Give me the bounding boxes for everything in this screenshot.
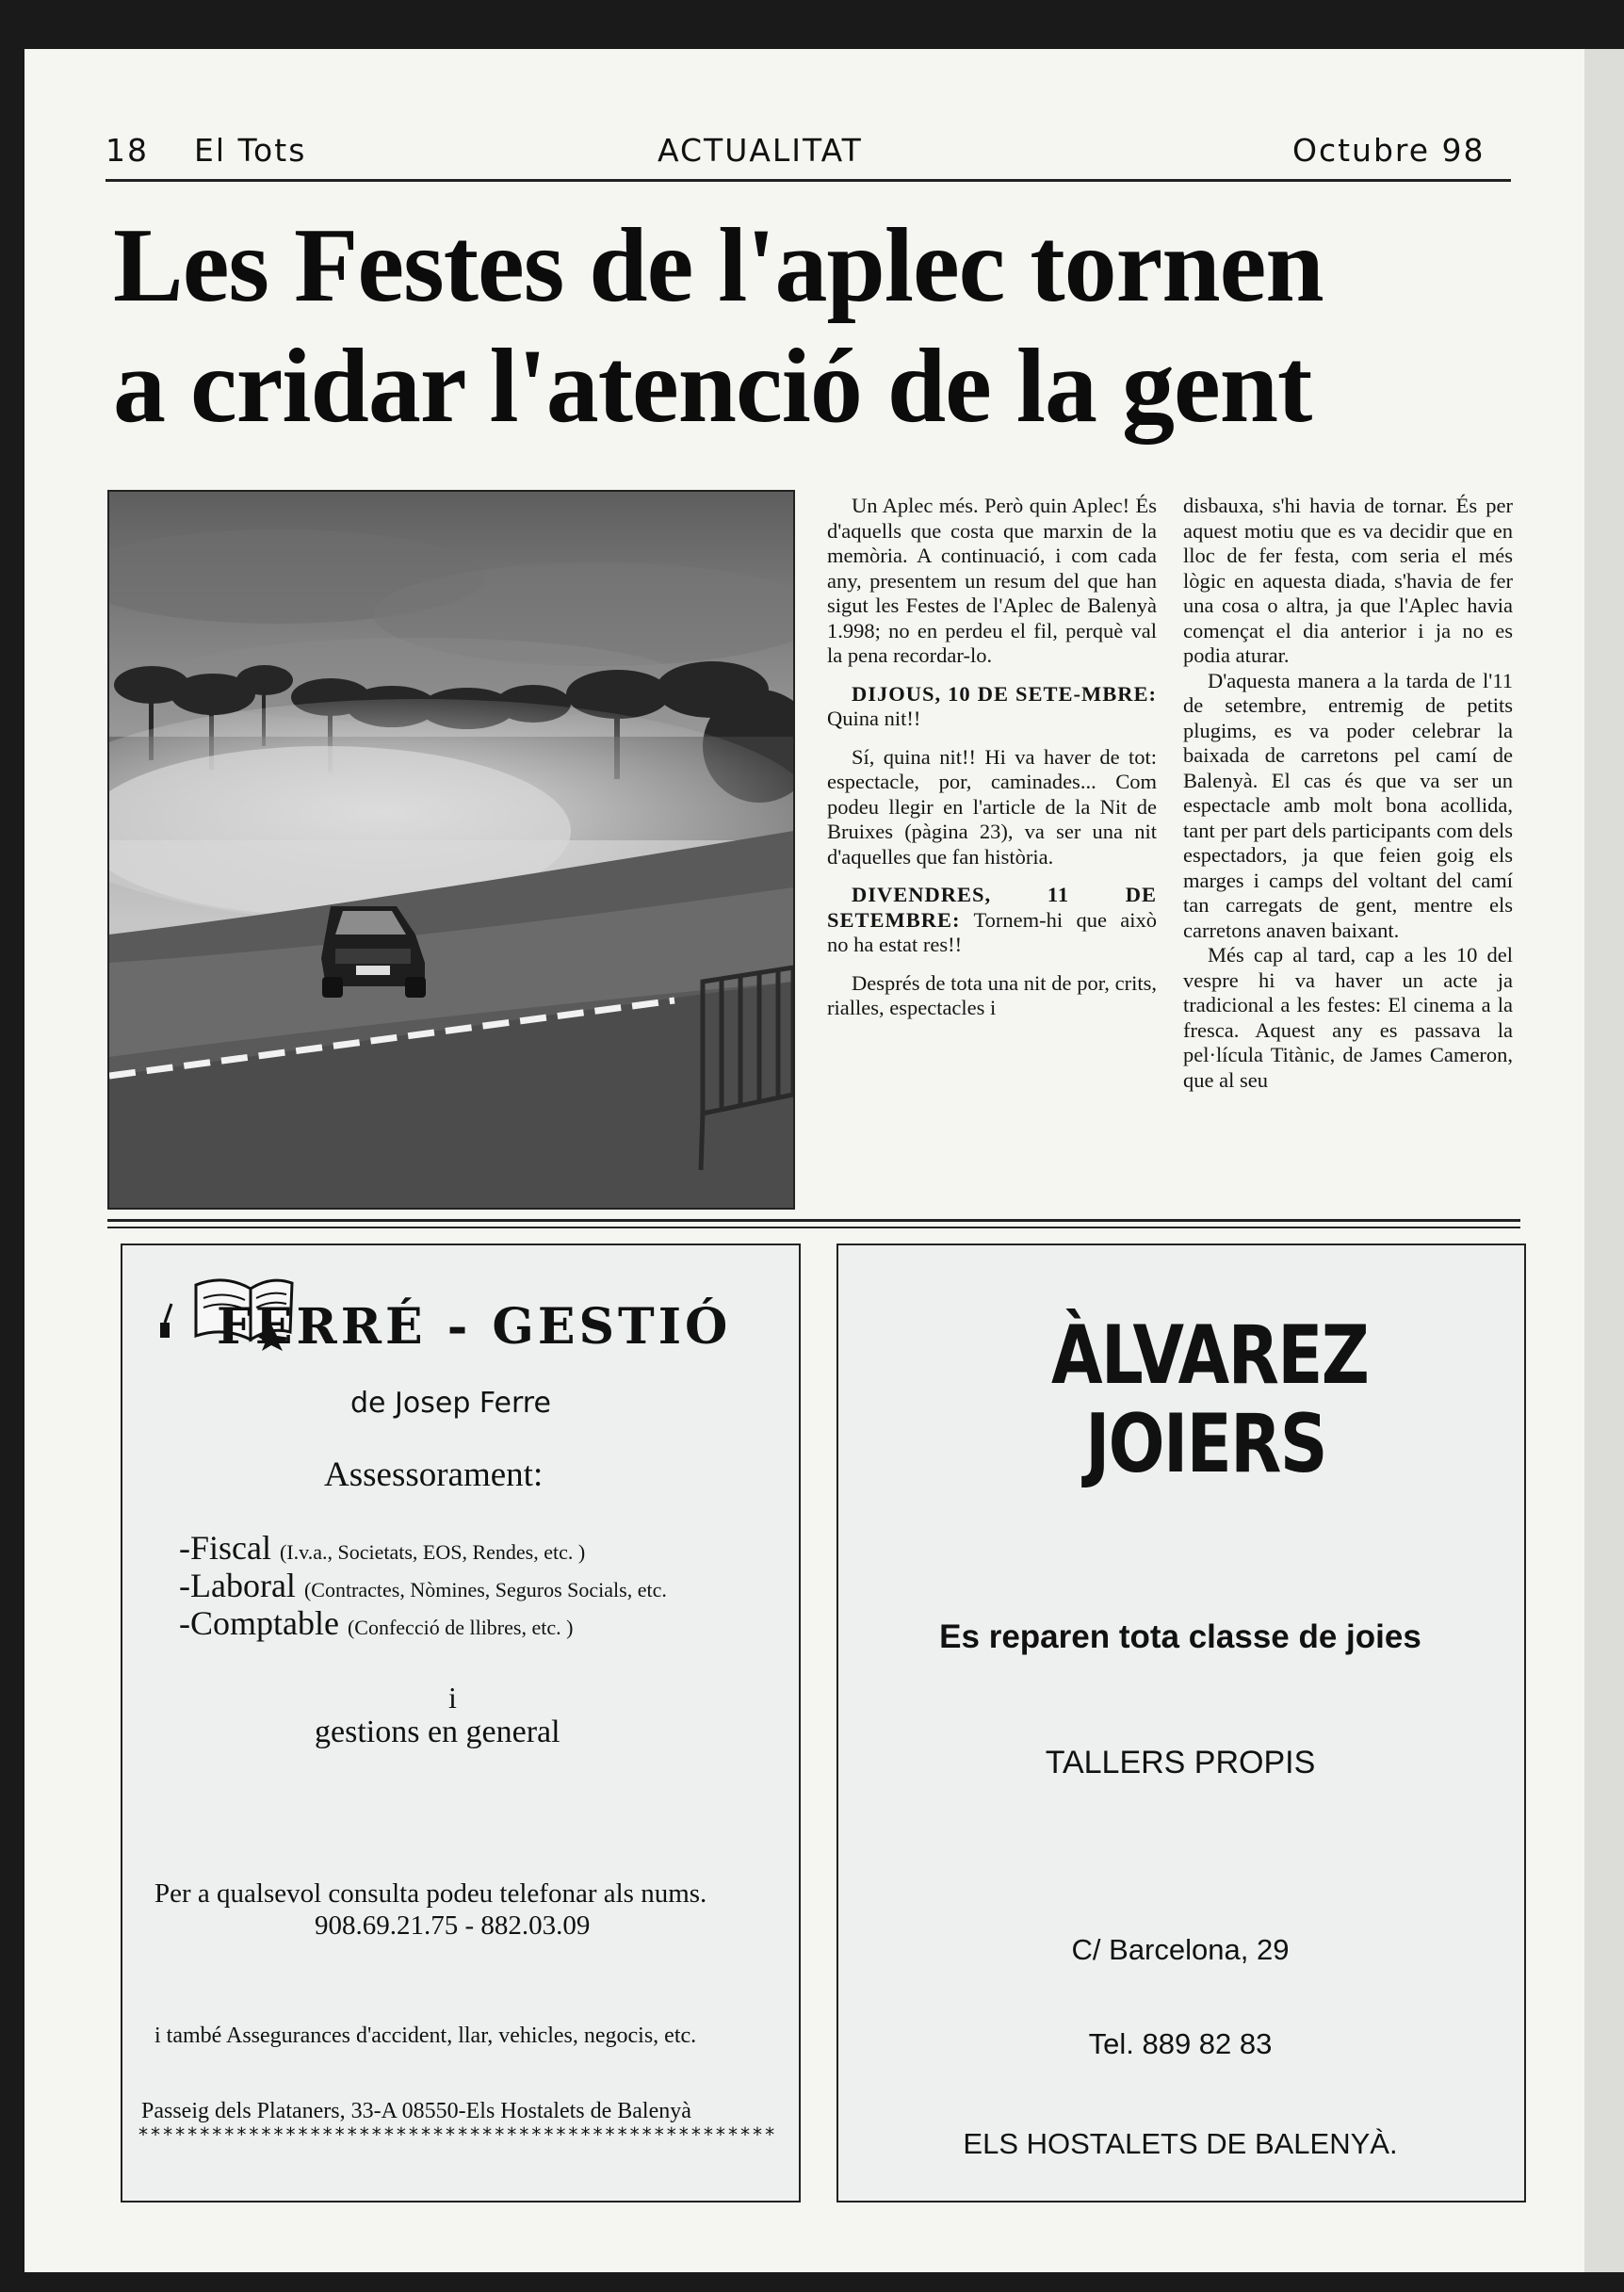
ferre-general: gestions en general (315, 1715, 560, 1749)
intro-paragraph: Un Aplec més. Però quin Aplec! És d'aquells que costa que marxin de la memòria. A continuació, i com cada any, presentem un resum del que han sigut les Festes de l'Aplec de Balenyà 1.998; no en perdeu el fil, perquè val la pena recordar-lo. (827, 494, 1157, 667)
alvarez-name: ÀLVAREZ (1051, 1309, 1369, 1403)
comptable-detail: (Confecció de llibres, etc. ) (347, 1616, 574, 1639)
laboral-label: -Laboral (179, 1567, 296, 1604)
alvarez-phone: Tel. 889 82 83 (1088, 2027, 1273, 2060)
thursday-subtitle: Quina nit!! (827, 707, 921, 730)
article-column-2 (1183, 494, 1513, 1093)
comptable-label: -Comptable (179, 1604, 339, 1642)
joiers-name: JOIERS (1085, 1397, 1326, 1491)
friday-paragraph: Després de tota una nit de por, crits, rialles, espectacles i (827, 970, 1157, 1019)
section-title: ACTUALITAT (658, 132, 863, 169)
alvarez-street: C/ Barcelona, 29 (1071, 1933, 1290, 1966)
headline-line-1: Les Festes de l'aplec tornen (113, 207, 1324, 324)
alvarez-city: ELS HOSTALETS DE BALENYÀ. (963, 2127, 1398, 2160)
thursday-heading: DIJOUS, 10 DE SETE-MBRE: (852, 681, 1157, 706)
ferre-service-fiscal (179, 1528, 585, 1568)
fiscal-detail: (I.v.a., Societats, EOS, Rendes, etc. ) (279, 1540, 586, 1564)
article-headline (113, 205, 1526, 447)
section-divider (107, 1219, 1520, 1222)
alvarez-workshops: TALLERS PROPIS (1045, 1745, 1316, 1780)
ferre-heading: Assessorament: (324, 1455, 544, 1494)
friday-section (827, 883, 1157, 958)
ferre-address: Passeig dels Plataners, 33-A 08550-Els Hostalets de Balenyà (141, 2099, 691, 2123)
scan-right-edge (1584, 49, 1624, 2272)
column2-paragraph-2: D'aquesta manera a la tarda de l'11 de setembre, entremig de petits plugims, es va poder celebrar la baixada de carretons pel camí de Balenyà. El cas és que va ser un espectacle amb molt bona acollida, tant per part dels participants com dels espectadors, ja que feien goig els marges i camps del voltant del camí tan carregats de gent, mentre els carretons anaven baixant. (1183, 668, 1513, 942)
section-divider-thin (107, 1227, 1520, 1228)
publication-name: El Tots (194, 132, 307, 169)
ferre-insurance: i també Assegurances d'accident, llar, vehicles, negocis, etc. (154, 2024, 697, 2048)
issue-date: Octubre 98 (1292, 132, 1486, 169)
friday-heading: DIVENDRES, 11 DE SETEMBRE: (827, 883, 1157, 932)
alvarez-repairs: Es reparen tota classe de joies (939, 1618, 1421, 1655)
ferre-owner: de Josep Ferre (350, 1387, 551, 1420)
thursday-section (827, 682, 1157, 732)
article-column-1 (827, 494, 1157, 1021)
ferre-gestio-title: FERRÉ - GESTIÓ (217, 1298, 732, 1356)
ferre-conjunction: i (448, 1681, 457, 1715)
headline-line-2: a cridar l'atenció de la gent (113, 328, 1312, 445)
ferre-service-laboral (179, 1566, 667, 1605)
page-number: 18 (106, 132, 149, 169)
column2-paragraph-1: disbauxa, s'hi havia de tornar. És per aquest motiu que es va decidir que en lloc de fer festa, com seria el més lògic en aquesta diada, s'havia de fer una cosa o altra, ja que l'Aplec havia començat el dia anterior i ja no es podia aturar. (1183, 494, 1513, 667)
laboral-detail: (Contractes, Nòmines, Seguros Socials, etc. (303, 1578, 667, 1601)
header-rule (106, 179, 1511, 182)
ferre-phone-numbers: 908.69.21.75 - 882.03.09 (315, 1910, 591, 1941)
column2-paragraph-3: Més cap al tard, cap a les 10 del vespre hi va haver un acte ja tradicional a les festes: El cinema a la fresca. Aquest any es passava la pel·lícula Titànic, de James Cameron, que al seu (1183, 943, 1513, 1092)
ferre-phone-intro: Per a qualsevol consulta podeu telefonar als nums. (154, 1878, 707, 1909)
ferre-star-rule: **************************************************** (138, 2123, 777, 2146)
scan-top-border (0, 0, 1624, 49)
thursday-paragraph: Sí, quina nit!! Hi va haver de tot: espectacle, por, caminades... Com podeu llegir en l'article de la Nit de Bruixes (pàgina 23), va ser una nit d'aquelles que fan història. (827, 744, 1157, 869)
ferre-service-comptable (179, 1603, 573, 1643)
friday-subtitle: Tornem-hi que això no ha estat res!! (827, 907, 1158, 956)
fiscal-label: -Fiscal (179, 1529, 271, 1567)
rally-car-photo (107, 490, 795, 1210)
